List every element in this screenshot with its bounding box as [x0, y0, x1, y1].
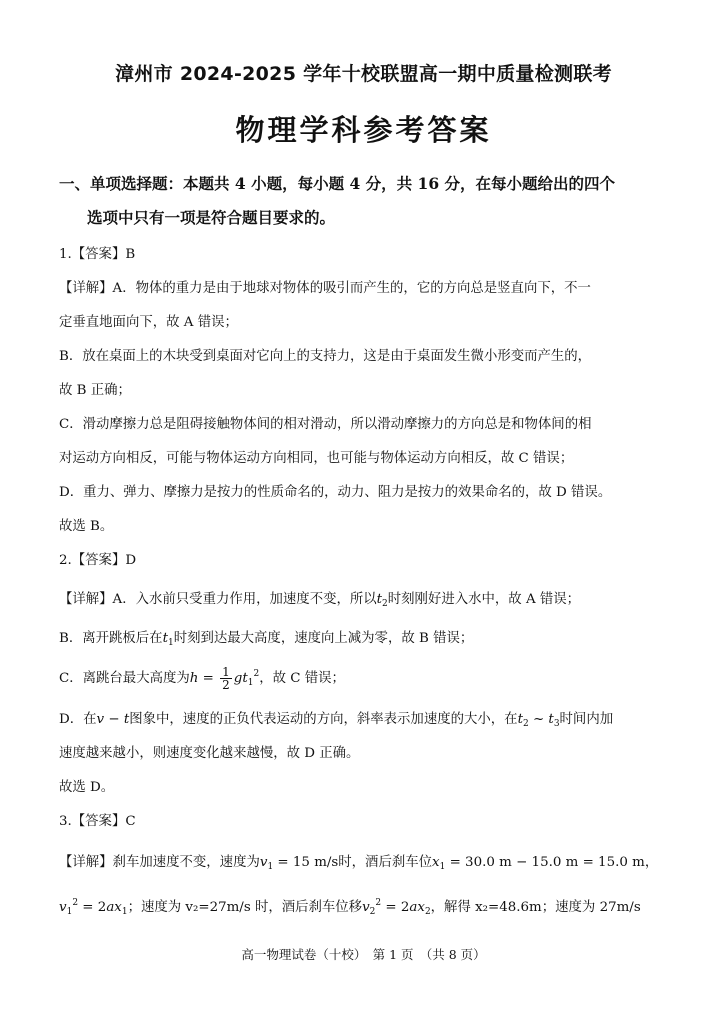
q1-detail-line: 故选 B。 [59, 519, 114, 534]
q1-detail-line: 定垂直地面向下，故 A 错误； [59, 315, 238, 330]
document-subtitle: 物理学科参考答案 [235, 113, 492, 147]
q3-detail-line: 【详解】刹车加速度不变，速度为$v_1 = 15$ m/s时，酒后刹车位$x_1 = 30.0$ m − 15.0 m = 15.0 m， [59, 855, 659, 872]
q2-answer: 2.【答案】D [59, 553, 137, 568]
q2-detail-line: 【详解】A．入水前只受重力作用，加速度不变，所以$t_2$时刻刚好进入水中，故 A 错误； [59, 592, 581, 609]
document-title: 漳州市 2024-2025 学年十校联盟高一期中质量检测联考 [115, 63, 612, 85]
q1-detail-line: 故 B 正确； [59, 383, 131, 398]
q2-detail-line: B．离开跳板后在$t_1$时刻到达最大高度，速度向上减为零，故 B 错误； [59, 631, 474, 648]
q2-detail-line: D．在v − t图象中，速度的正负代表运动的方向，斜率表示加速度的大小，在$t_2$ ~ $t_3$时间内加 [59, 712, 614, 729]
section-heading-line2: 选项中只有一项是符合题目要求的。 [87, 208, 336, 227]
q2-detail-line: 故选 D。 [59, 780, 115, 795]
section-heading-line1: 一、单项选择题：本题共 4 小题，每小题 4 分，共 16 分，在每小题给出的四个 [59, 174, 616, 193]
q3-detail-line: $v_1^2 = 2ax_1$；速度为 v₂=27m/s 时，酒后刹车位移$v_2^2 = 2ax_2$，解得 x₂=48.6m；速度为 27m/s [59, 898, 641, 917]
q1-detail-line: B．放在桌面上的木块受到桌面对它向上的支持力，这是由于桌面发生微小形变而产生的， [59, 349, 592, 364]
q1-detail-line: 对运动方向相反，可能与物体运动方向相同，也可能与物体运动方向相反，故 C 错误； [59, 451, 574, 466]
q1-detail-line: C．滑动摩擦力总是阻碍接触物体间的相对滑动，所以滑动摩擦力的方向总是和物体间的相 [59, 417, 592, 432]
q1-detail-line: D．重力、弹力、摩擦力是按力的性质命名的，动力、阻力是按力的效果命名的，故 D 错误。 [59, 485, 612, 500]
q1-answer: 1.【答案】B [59, 247, 136, 262]
q2-detail-line: C．离跳台最大高度为h = $\frac{1}{2}$ $gt_1^2$，故 C 错误； [59, 665, 345, 692]
page-footer: 高一物理试卷（十校） 第 1 页 （共 8 页） [241, 947, 486, 962]
q3-answer: 3.【答案】C [59, 814, 136, 829]
q2-detail-line: 速度越来越小，则速度变化越来越慢，故 D 正确。 [59, 746, 360, 761]
q1-detail-line: 【详解】A．物体的重力是由于地球对物体的吸引而产生的，它的方向总是竖直向下，不一 [59, 281, 591, 296]
